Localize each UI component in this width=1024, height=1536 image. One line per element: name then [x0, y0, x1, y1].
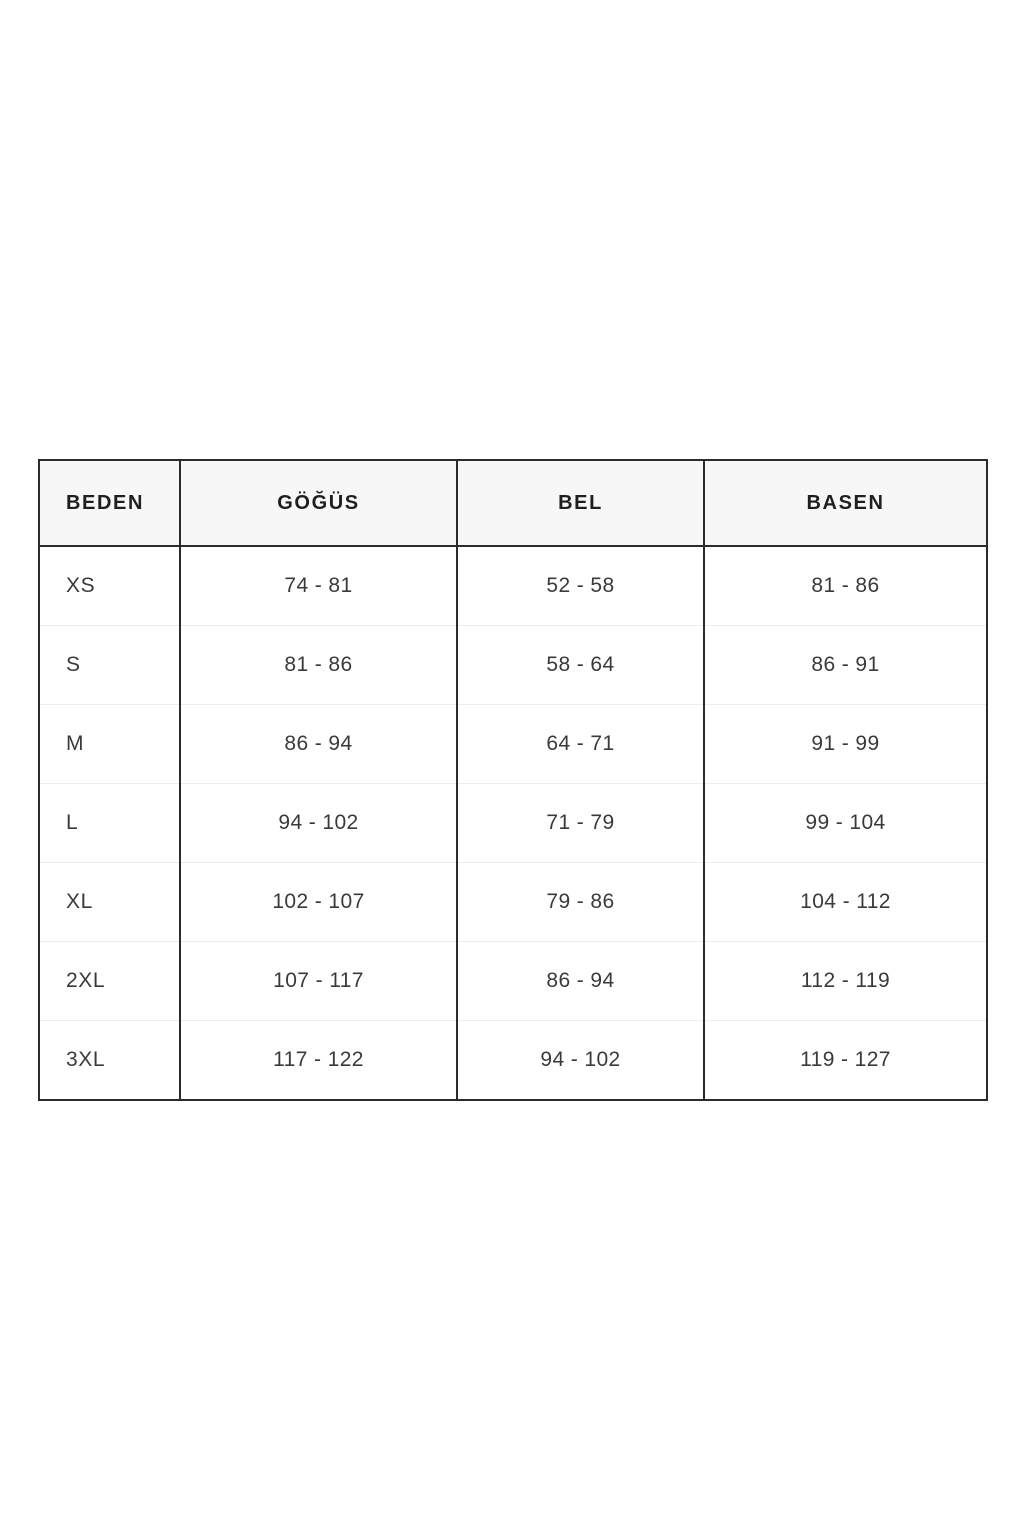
cell-gogus: 81 - 86 [180, 626, 457, 705]
cell-bel: 94 - 102 [457, 1021, 704, 1101]
cell-gogus: 102 - 107 [180, 863, 457, 942]
table-row [39, 626, 987, 705]
cell-beden: M [39, 705, 180, 784]
cell-basen: 119 - 127 [800, 1048, 891, 1071]
table-row [39, 942, 987, 1021]
table-row [39, 546, 987, 626]
column-header-basen: BASEN [704, 460, 987, 546]
cell-basen: 104 - 112 [704, 863, 987, 942]
cell-basen: 81 - 86 [704, 546, 987, 626]
table-row [39, 705, 987, 784]
column-header-gogus: GÖĞÜS [180, 460, 457, 546]
cell-beden: XS [39, 546, 180, 626]
cell-basen: 86 - 91 [704, 626, 987, 705]
cell-gogus: 94 - 102 [180, 784, 457, 863]
table-row [39, 784, 987, 863]
cell-gogus: 86 - 94 [180, 705, 457, 784]
cell-basen: 112 - 119 [704, 942, 987, 1021]
cell-gogus: 117 - 122 [180, 1021, 457, 1101]
cell-beden: S [39, 626, 180, 705]
table-header [39, 460, 987, 546]
table-header-row [39, 460, 987, 546]
cell-basen: 99 - 104 [704, 784, 987, 863]
size-table-container [38, 459, 986, 1101]
cell-bel: 52 - 58 [457, 546, 704, 626]
cell-gogus: 74 - 81 [180, 546, 457, 626]
cell-basen: 91 - 99 [704, 705, 987, 784]
cell-gogus: 107 - 117 [180, 942, 457, 1021]
cell-bel: 64 - 71 [457, 705, 704, 784]
cell-bel: 71 - 79 [457, 784, 704, 863]
cell-beden: XL [39, 863, 180, 942]
cell-bel: 58 - 64 [457, 626, 704, 705]
cell-beden: L [39, 784, 180, 863]
table-row [39, 1021, 987, 1101]
cell-beden: 3XL [39, 1021, 180, 1101]
size-chart-table [38, 459, 988, 1101]
table-body [39, 546, 987, 1100]
cell-bel: 86 - 94 [457, 942, 704, 1021]
column-header-beden: BEDEN [39, 460, 180, 546]
cell-bel: 79 - 86 [457, 863, 704, 942]
column-header-bel: BEL [457, 460, 704, 546]
table-row [39, 863, 987, 942]
cell-beden: 2XL [39, 942, 180, 1021]
